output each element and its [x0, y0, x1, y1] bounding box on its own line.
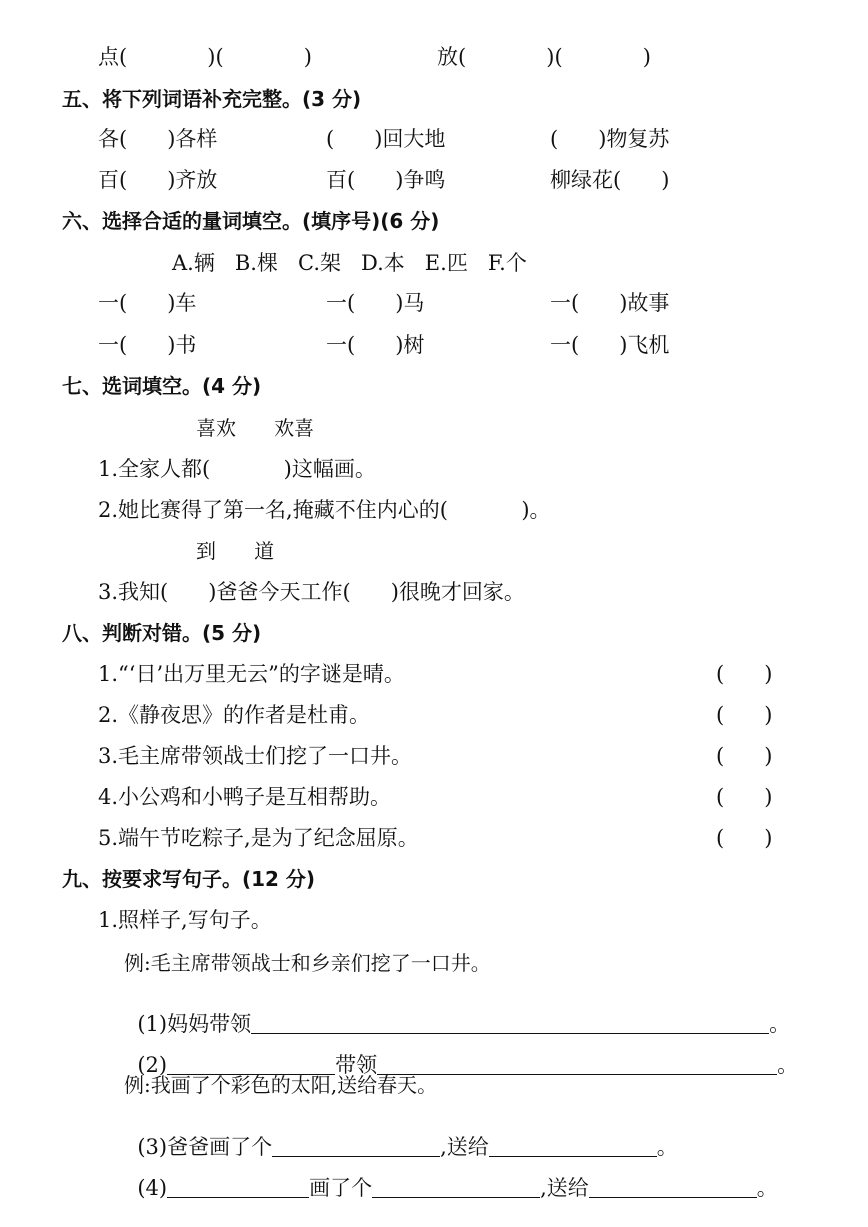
s9-example-1: 例:毛主席带领战士和乡亲们挖了一口井。 [124, 951, 491, 975]
s9-p2-mid: 带领 [335, 1053, 378, 1077]
period: 。 [777, 1053, 799, 1077]
s9-subtitle: 1.照样子,写句子。 [98, 908, 272, 932]
s8-answer-paren-4: ( ) [716, 785, 773, 809]
s6-r1-c2: 一( )马 [326, 291, 425, 315]
s8-item-4: 4.小公鸡和小鸭子是互相帮助。 [98, 785, 392, 809]
s7-question-3: 3.我知( )爸爸今天工作( )很晚才回家。 [98, 580, 525, 604]
s6-r2-c1: 一( )书 [98, 333, 197, 357]
s8-item-1: 1.“‘日’出万里无云”的字谜是晴。 [98, 662, 405, 686]
s5-r2-c1: 百( )齐放 [98, 168, 218, 192]
section-7-title: 七、选词填空。(4 分) [62, 374, 262, 398]
section-9-title: 九、按要求写句子。(12 分) [62, 867, 316, 891]
answer-line[interactable] [372, 1196, 540, 1198]
s9-prompt-2 [124, 1034, 798, 1076]
answer-line[interactable] [377, 1073, 777, 1075]
s9-p1-text: (1)妈妈带领 [137, 1012, 252, 1036]
s8-item-2: 2.《静夜思》的作者是杜甫。 [98, 703, 371, 727]
s9-p3-text: (3)爸爸画了个 [137, 1135, 273, 1159]
s7-question-2: 2.她比赛得了第一名,掩藏不住内心的( )。 [98, 498, 551, 522]
s5-r2-c2: 百( )争鸣 [326, 168, 446, 192]
s5-r2-c3: 柳绿花( ) [550, 168, 670, 192]
s6-r2-c2: 一( )树 [326, 333, 425, 357]
s9-prompt-3 [124, 1116, 678, 1158]
s5-r1-c1: 各( )各样 [98, 127, 218, 151]
s9-p2-text: (2) [137, 1053, 168, 1077]
s9-p4-text: (4) [137, 1176, 168, 1200]
period: 。 [656, 1135, 678, 1159]
top-row-left: 点( )( ) [98, 45, 312, 69]
s5-r1-c2: ( )回大地 [326, 127, 446, 151]
s9-prompt-4 [124, 1157, 778, 1199]
answer-line[interactable] [167, 1196, 309, 1198]
s8-answer-paren-5: ( ) [716, 826, 773, 850]
s8-item-5: 5.端午节吃粽子,是为了纪念屈原。 [98, 826, 419, 850]
s9-example-2: 例:我画了个彩色的太阳,送给春天。 [124, 1073, 438, 1097]
s6-r1-c1: 一( )车 [98, 291, 197, 315]
section-5-title: 五、将下列词语补充完整。(3 分) [62, 87, 362, 111]
s6-options: A.辆 B.棵 C.架 D.本 E.匹 F.个 [172, 251, 527, 275]
s9-p4-mid2: ,送给 [540, 1176, 589, 1200]
s8-item-3: 3.毛主席带领战士们挖了一口井。 [98, 744, 413, 768]
s7-question-1: 1.全家人都( )这幅画。 [98, 457, 376, 481]
section-8-title: 八、判断对错。(5 分) [62, 621, 262, 645]
period: 。 [756, 1176, 778, 1200]
top-row-right: 放( )( ) [437, 45, 651, 69]
s7-word-choices-1: 喜欢 欢喜 [196, 416, 315, 440]
s5-r1-c3: ( )物复苏 [550, 127, 670, 151]
s8-answer-paren-2: ( ) [716, 703, 773, 727]
period: 。 [769, 1012, 791, 1036]
s6-r2-c3: 一( )飞机 [550, 333, 670, 357]
s8-answer-paren-3: ( ) [716, 744, 773, 768]
section-6-title: 六、选择合适的量词填空。(填序号)(6 分) [62, 209, 440, 233]
s9-p4-mid1: 画了个 [309, 1176, 373, 1200]
s9-p3-mid: ,送给 [440, 1135, 489, 1159]
s7-word-choices-2: 到 道 [196, 539, 275, 563]
s6-r1-c3: 一( )故事 [550, 291, 670, 315]
answer-line[interactable] [589, 1196, 757, 1198]
s8-answer-paren-1: ( ) [716, 662, 773, 686]
s9-prompt-1 [124, 993, 790, 1035]
